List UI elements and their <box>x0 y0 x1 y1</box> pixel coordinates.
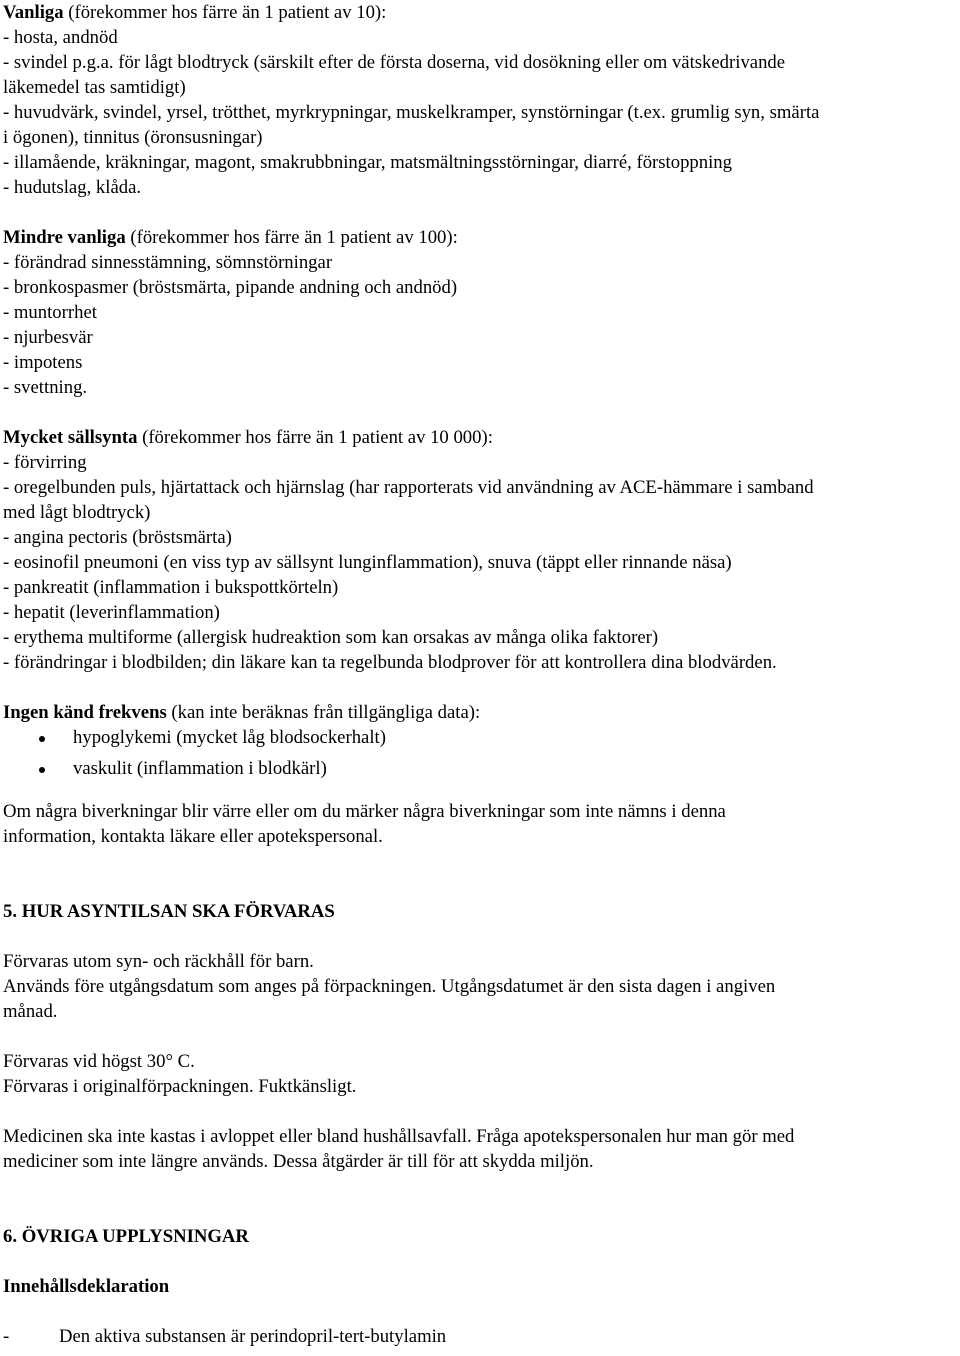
list-item: - hosta, andnöd <box>3 27 118 48</box>
list-item: - angina pectoris (bröstsmärta) <box>3 527 232 548</box>
paragraph-line: månad. <box>3 1001 58 1022</box>
section-subtitle: Innehållsdeklaration <box>3 1276 170 1297</box>
list-item: - förändringar i blodbilden; din läkare kan ta regelbunda blodprover för att kontrollera dina blodvärden. <box>3 652 777 673</box>
bullet-icon <box>39 767 45 773</box>
paragraph-line: mediciner som inte längre används. Dessa åtgärder är till för att skydda miljön. <box>3 1151 594 1172</box>
list-item: med lågt blodtryck) <box>3 502 151 523</box>
list-item-text: Den aktiva substansen är perindopril-tert-butylamin <box>59 1326 447 1347</box>
paragraph-line: Om några biverkningar blir värre eller om du märker några biverkningar som inte nämns i denna <box>3 801 726 822</box>
paragraph-line: Medicinen ska inte kastas i avloppet eller bland hushållsavfall. Fråga apotekspersonalen hur man gör med <box>3 1126 795 1147</box>
section-title: 6. ÖVRIGA UPPLYSNINGAR <box>3 1226 249 1247</box>
paragraph-line: Förvaras utom syn- och räckhåll för barn. <box>3 951 314 972</box>
paragraph-line: Förvaras i originalförpackningen. Fuktkänsligt. <box>3 1076 357 1097</box>
frequency-description: (förekommer hos färre än 1 patient av 100): <box>125 227 458 248</box>
section-6 <box>3 1224 956 1349</box>
list-item: - huvudvärk, svindel, yrsel, trötthet, myrkrypningar, muskelkramper, synstörningar (t.ex. grumlig syn, smärta <box>3 102 820 123</box>
frequency-description: (kan inte beräknas från tillgängliga data): <box>166 702 481 723</box>
list-item: - illamående, kräkningar, magont, smakrubbningar, matsmältningsstörningar, diarré, förstoppning <box>3 152 732 173</box>
bullet-text: hypoglykemi (mycket låg blodsockerhalt) <box>73 727 386 748</box>
list-item: - oregelbunden puls, hjärtattack och hjärnslag (har rapporterats vid användning av ACE-hämmare i samband <box>3 477 814 498</box>
list-item: - hudutslag, klåda. <box>3 177 142 198</box>
list-item: - svindel p.g.a. för lågt blodtryck (särskilt efter de första doserna, vid dosökning eller om vätskedrivande <box>3 52 786 73</box>
frequency-uncommon-section <box>3 225 956 400</box>
list-item: - eosinofil pneumoni (en viss typ av sällsynt lunginflammation), snuva (täppt eller rinnande näsa) <box>3 552 732 573</box>
list-item: - erythema multiforme (allergisk hudreaktion som kan orsakas av många olika faktorer) <box>3 627 659 648</box>
list-item: i ögonen), tinnitus (öronsusningar) <box>3 127 263 148</box>
list-dash: - <box>3 1326 10 1347</box>
paragraph-line: information, kontakta läkare eller apotekspersonal. <box>3 826 383 847</box>
bullet-icon <box>39 736 45 742</box>
section-heading <box>3 0 956 25</box>
section-heading <box>3 425 956 450</box>
list-item <box>3 1324 956 1349</box>
frequency-label: Mycket sällsynta <box>3 427 138 448</box>
list-item: - förvirring <box>3 452 87 473</box>
list-item: - impotens <box>3 352 83 373</box>
paragraph-line: Förvaras vid högst 30° C. <box>3 1051 195 1072</box>
bullet-list <box>3 725 956 787</box>
list-item: - hepatit (leverinflammation) <box>3 602 220 623</box>
section-heading <box>3 700 956 725</box>
frequency-label: Mindre vanliga <box>3 227 126 248</box>
list-item: - muntorrhet <box>3 302 97 323</box>
frequency-unknown-section <box>3 700 956 787</box>
section-5 <box>3 899 956 1174</box>
frequency-description: (förekommer hos färre än 1 patient av 10 000): <box>137 427 493 448</box>
frequency-common-section <box>3 0 956 200</box>
advice-paragraph <box>3 799 956 849</box>
frequency-very-rare-section <box>3 425 956 675</box>
list-item: - svettning. <box>3 377 88 398</box>
section-title: 5. HUR ASYNTILSAN SKA FÖRVARAS <box>3 901 335 922</box>
bullet-item <box>3 725 956 756</box>
frequency-description: (förekommer hos färre än 1 patient av 10): <box>63 2 387 23</box>
bullet-text: vaskulit (inflammation i blodkärl) <box>73 758 327 779</box>
section-heading <box>3 225 956 250</box>
frequency-label: Vanliga <box>3 2 64 23</box>
list-item: - förändrad sinnesstämning, sömnstörningar <box>3 252 333 273</box>
bullet-item <box>3 756 956 787</box>
list-item: läkemedel tas samtidigt) <box>3 77 186 98</box>
frequency-label: Ingen känd frekvens <box>3 702 167 723</box>
list-item: - njurbesvär <box>3 327 93 348</box>
paragraph-line: Används före utgångsdatum som anges på förpackningen. Utgångsdatumet är den sista dagen i angiven <box>3 976 776 997</box>
list-item: - pankreatit (inflammation i bukspottkörteln) <box>3 577 339 598</box>
list-item: - bronkospasmer (bröstsmärta, pipande andning och andnöd) <box>3 277 458 298</box>
